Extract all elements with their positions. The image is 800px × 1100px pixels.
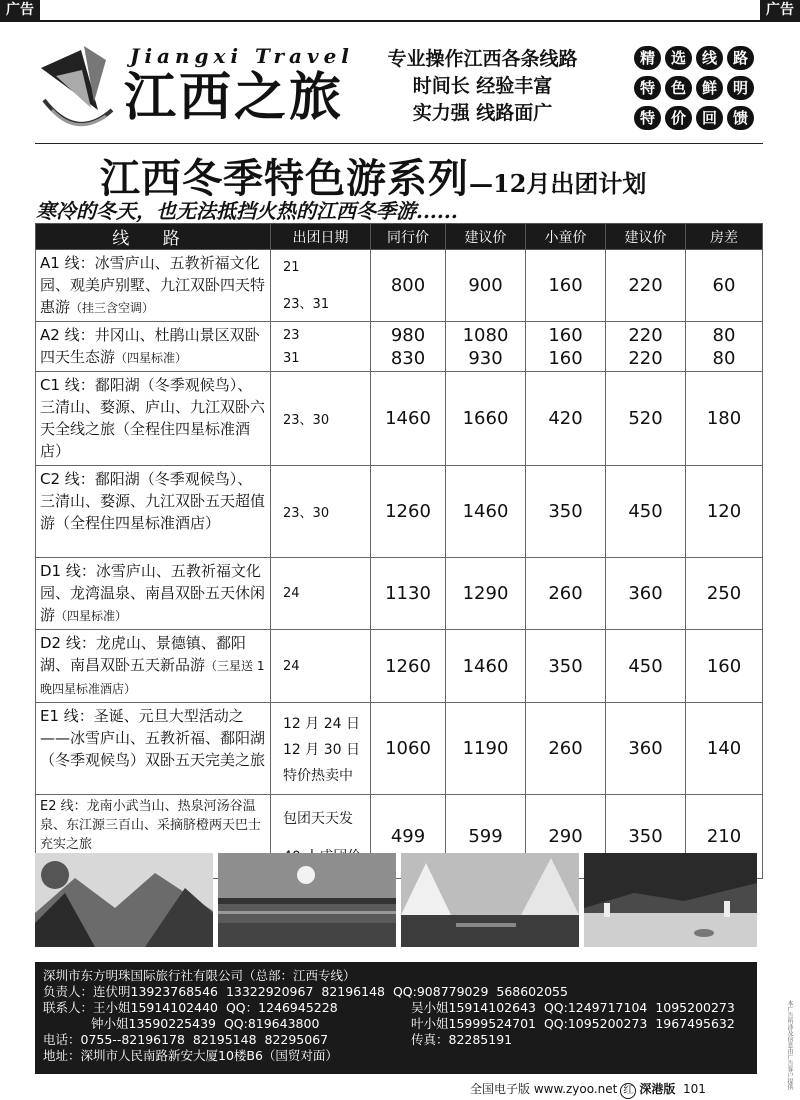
contact-qq: QQ:1095200273 — [543, 1016, 648, 1031]
company-name: 深圳市东方明珠国际旅行社有限公司（总部：江西专线） — [43, 968, 356, 983]
route-text: A1 线：冰雪庐山、五教祈福文化园、观美庐别墅、九江双卧四天特惠游 — [40, 254, 266, 316]
price-cell: 210 — [686, 795, 763, 879]
contact-panel — [35, 962, 757, 1074]
route-text: E1 线：圣诞、元旦大型活动之——冰雪庐山、五教祈福、鄱阳湖（冬季观候鸟）双卧五天完美之旅 — [40, 707, 266, 769]
price-cell: 220 — [606, 250, 686, 322]
headline-sub: —12月出团计划 — [469, 169, 647, 198]
price-cell: 140 — [686, 703, 763, 795]
table-row — [36, 250, 763, 322]
contact-person: 叶小姐15999524701 — [411, 1016, 536, 1031]
price-value: 220 — [628, 347, 663, 369]
route-note: （四星标准） — [115, 351, 188, 365]
price-cell: 1190 — [446, 703, 526, 795]
page-number: 101 — [683, 1082, 706, 1096]
phone-number: 82295067 — [264, 1032, 329, 1047]
column-header: 小童价 — [526, 224, 606, 250]
top-rule — [0, 20, 800, 22]
date-cell — [271, 703, 371, 795]
route-cell — [36, 372, 271, 466]
price-value: 160 — [548, 324, 583, 346]
fax-number: 传真：82285191 — [411, 1032, 513, 1047]
snow-mountain-photo — [35, 853, 213, 947]
date-value: 23、30 — [283, 506, 330, 521]
date-value: 23、30 — [283, 413, 330, 428]
side-note: 本广告所涉及信息由广告客户提供 — [786, 1000, 793, 1090]
contact-qq: QQ：1246945228 — [225, 1000, 338, 1015]
column-header: 线 路 — [36, 224, 271, 250]
date-value: 23 — [283, 327, 300, 343]
price-value: 1080 — [462, 324, 509, 346]
date-value: 31 — [283, 350, 300, 366]
palace-square-photo — [584, 853, 757, 947]
badge-char: 路 — [727, 46, 754, 70]
price-cell: 60 — [686, 250, 763, 322]
route-text: D2 线：龙虎山、景德镇、鄱阳湖、南昌双卧五天新品游 — [40, 634, 246, 674]
table-row — [36, 630, 763, 703]
route-cell — [36, 558, 271, 630]
column-header: 出团日期 — [271, 224, 371, 250]
price-cell: 1060 — [371, 703, 446, 795]
date-cell — [271, 466, 371, 558]
date-value: 12 月 24 日 — [283, 715, 360, 732]
contact-qq: QQ:819643800 — [223, 1016, 320, 1031]
badge-char: 价 — [665, 106, 692, 130]
table-row — [36, 466, 763, 558]
contact-person: 吴小姐15914102643 — [411, 1000, 536, 1015]
snowy-trees-photo — [401, 853, 579, 947]
route-note: （挂三含空调） — [70, 301, 155, 315]
seal-icon: 红 — [620, 1083, 636, 1099]
contact-qq: 1967495632 — [655, 1016, 735, 1031]
contact-info — [43, 1000, 411, 1016]
contact-info: 82196148 — [321, 984, 385, 999]
price-cell: 1260 — [371, 466, 446, 558]
column-header: 房差 — [686, 224, 763, 250]
route-text: D1 线：冰雪庐山、五教祈福文化园、龙湾温泉、南昌双卧五天休闲游 — [40, 562, 266, 624]
route-note: （四星标准） — [55, 609, 128, 623]
edition-label: 深港版 — [639, 1082, 676, 1096]
slogan-line: 时间长 经验丰富 — [412, 75, 553, 97]
contact-info: 13322920967 — [225, 984, 314, 999]
header-divider — [35, 143, 763, 144]
route-text: E2 线：龙南小武当山、热泉河汤谷温泉、东江源三百山、采摘脐橙两天巴士充实之旅 — [40, 799, 262, 852]
badge-char: 明 — [727, 76, 754, 100]
site-url: 全国电子版 www.zyoo.net — [470, 1082, 618, 1096]
contact-info: QQ:908779029 — [392, 984, 489, 999]
brand-logo-icon — [36, 40, 116, 135]
lake-sunset-photo — [218, 853, 396, 947]
price-cell: 1660 — [446, 372, 526, 466]
column-header: 同行价 — [371, 224, 446, 250]
date-value: 24 — [283, 658, 300, 674]
tagline: 寒冷的冬天，也无法抵挡火热的江西冬季游...... — [36, 199, 458, 223]
column-header: 建议价 — [446, 224, 526, 250]
ad-label-left: 广告 — [0, 0, 40, 20]
column-header: 建议价 — [606, 224, 686, 250]
route-text: C2 线：鄱阳湖（冬季观候鸟）、三清山、婺源、九江双卧五天超值游（全程住四星标准酒店） — [40, 470, 266, 532]
price-cell — [686, 322, 763, 372]
price-cell: 350 — [526, 466, 606, 558]
route-text: A2 线：井冈山、杜鹃山景区双卧四天生态游 — [40, 326, 260, 366]
price-cell: 1290 — [446, 558, 526, 630]
slogan-block — [360, 46, 605, 127]
route-cell — [36, 703, 271, 795]
price-cell: 450 — [606, 630, 686, 703]
price-cell: 180 — [686, 372, 763, 466]
brand-name-cn: 江西之旅 — [124, 67, 345, 128]
price-cell: 120 — [686, 466, 763, 558]
slogan-line: 专业操作江西各条线路 — [387, 48, 578, 70]
price-cell: 450 — [606, 466, 686, 558]
table-row — [36, 322, 763, 372]
price-cell: 350 — [526, 630, 606, 703]
table-row — [36, 703, 763, 795]
phone-number: 电话：0755--82196178 — [43, 1032, 185, 1047]
date-value: 特价热卖中 — [283, 767, 353, 784]
contact-person: 联系人：王小姐15914102440 — [43, 1000, 218, 1015]
contact-qq: QQ:1249717104 — [543, 1000, 648, 1015]
badge-char: 鲜 — [696, 76, 723, 100]
price-cell — [526, 322, 606, 372]
price-value: 930 — [468, 347, 503, 369]
route-text: C1 线：鄱阳湖（冬季观候鸟）、三清山、婺源、庐山、九江双卧六天全线之旅（全程住四星标准酒店） — [40, 376, 266, 460]
price-cell: 420 — [526, 372, 606, 466]
price-cell: 260 — [526, 558, 606, 630]
price-value: 980 — [390, 324, 426, 346]
price-cell: 800 — [371, 250, 446, 322]
headline-main: 江西冬季特色游系列 — [100, 155, 469, 202]
price-cell: 520 — [606, 372, 686, 466]
price-cell: 290 — [526, 795, 606, 879]
date-cell — [271, 558, 371, 630]
brand-name-en: Jiangxi Travel — [130, 44, 354, 68]
date-cell — [271, 250, 371, 322]
table-header-row — [36, 224, 763, 250]
date-value: 包团天天发 — [283, 810, 353, 827]
price-cell: 360 — [606, 703, 686, 795]
table-row — [36, 372, 763, 466]
price-value: 830 — [390, 347, 426, 369]
address: 地址：深圳市人民南路新安大厦10楼B6（国贸对面） — [43, 1048, 338, 1063]
badge-char: 选 — [665, 46, 692, 70]
price-cell: 1460 — [446, 466, 526, 558]
phone-number: 82195148 — [192, 1032, 257, 1047]
price-cell: 1260 — [371, 630, 446, 703]
price-cell: 160 — [686, 630, 763, 703]
contact-qq: 1095200273 — [655, 1000, 735, 1015]
contact-info — [43, 1016, 411, 1032]
contact-person: 钟小姐13590225439 — [91, 1016, 216, 1031]
price-cell: 1130 — [371, 558, 446, 630]
price-value: 80 — [712, 347, 736, 369]
route-note: （三星送 1 晚四星标准酒店） — [40, 659, 265, 696]
page-footer — [470, 1080, 706, 1099]
contact-info — [43, 1032, 411, 1048]
date-cell — [271, 322, 371, 372]
route-cell — [36, 250, 271, 322]
price-cell: 1460 — [371, 372, 446, 466]
price-cell — [371, 322, 446, 372]
date-value: 23、31 — [283, 296, 330, 312]
badge-char: 色 — [665, 76, 692, 100]
price-cell: 599 — [446, 795, 526, 879]
feature-badges — [634, 46, 754, 136]
price-cell: 1460 — [446, 630, 526, 703]
price-value: 220 — [628, 324, 663, 346]
ad-label-right: 广告 — [760, 0, 800, 20]
date-cell — [271, 630, 371, 703]
date-value: 24 — [283, 586, 300, 601]
price-value: 160 — [548, 347, 583, 369]
badge-char: 线 — [696, 46, 723, 70]
price-cell: 250 — [686, 558, 763, 630]
price-cell — [606, 322, 686, 372]
price-cell: 160 — [526, 250, 606, 322]
date-value: 21 — [283, 259, 300, 275]
price-value: 80 — [712, 324, 736, 346]
date-value: 12 月 30 日 — [283, 741, 360, 758]
badge-char: 特 — [634, 106, 661, 130]
badge-char: 馈 — [727, 106, 754, 130]
table-row — [36, 558, 763, 630]
price-cell: 360 — [606, 558, 686, 630]
contact-info: 负责人：连伏明13923768546 — [43, 984, 218, 999]
route-cell — [36, 322, 271, 372]
route-cell — [36, 466, 271, 558]
price-cell: 499 — [371, 795, 446, 879]
badge-char: 特 — [634, 76, 661, 100]
slogan-line: 实力强 线路面广 — [412, 102, 553, 124]
price-cell: 350 — [606, 795, 686, 879]
date-cell — [271, 372, 371, 466]
badge-char: 回 — [696, 106, 723, 130]
price-cell: 900 — [446, 250, 526, 322]
badge-char: 精 — [634, 46, 661, 70]
contact-info: 568602055 — [496, 984, 568, 999]
route-cell — [36, 630, 271, 703]
tour-price-table — [35, 223, 763, 879]
price-cell: 260 — [526, 703, 606, 795]
price-cell — [446, 322, 526, 372]
